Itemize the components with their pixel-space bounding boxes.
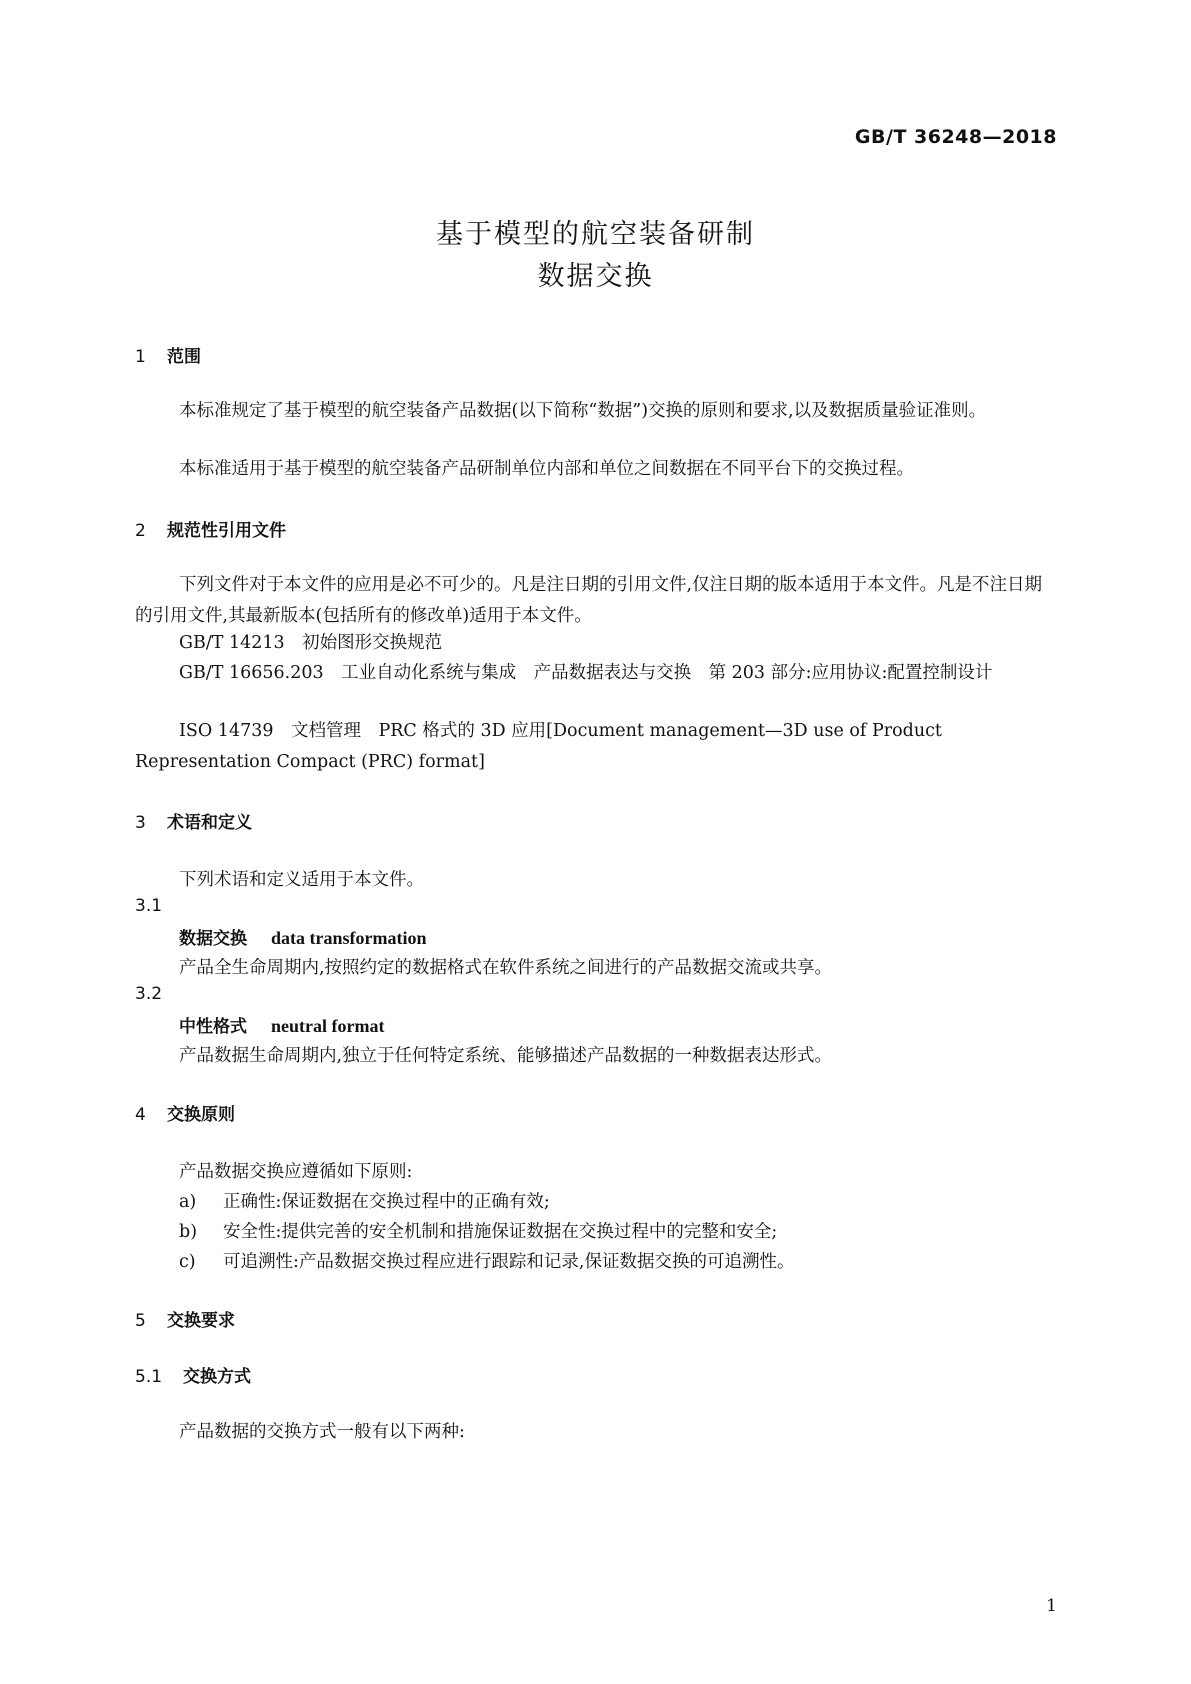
term-heading: [179, 924, 427, 949]
section-number: 1: [135, 347, 146, 367]
section-title: 术语和定义: [167, 813, 252, 833]
paragraph: 下列文件对于本文件的应用是必不可少的。凡是注日期的引用文件,仅注日期的版本适用于本文件。凡是不注日期的引用文件,其最新版本(包括所有的修改单)适用于本文件。: [135, 575, 1043, 626]
subsection-5-1-heading: [135, 1362, 251, 1387]
term-en: neutral format: [271, 1016, 385, 1036]
reference-item: GB/T 16656.203 工业自动化系统与集成 产品数据表达与交换 第 203 部分:应用协议:配置控制设计: [179, 663, 993, 683]
section-number: 4: [135, 1105, 146, 1125]
section-4-heading: [135, 1100, 235, 1125]
term-number: 3.1: [135, 896, 163, 916]
reference-item: GB/T 14213 初始图形交换规范: [179, 633, 443, 653]
paragraph: 产品数据的交换方式一般有以下两种:: [179, 1422, 465, 1442]
section-1-heading: [135, 342, 201, 367]
list-text: 可追溯性:产品数据交换过程应进行跟踪和记录,保证数据交换的可追溯性。: [223, 1252, 795, 1272]
term-zh: 数据交换: [179, 929, 247, 949]
term-number: 3.2: [135, 984, 163, 1004]
section-title: 交换原则: [167, 1105, 235, 1125]
section-title: 范围: [167, 347, 201, 367]
document-title-line2: 数据交换: [537, 261, 654, 292]
paragraph: 下列术语和定义适用于本文件。: [179, 870, 424, 890]
term-definition: 产品数据生命周期内,独立于任何特定系统、能够描述产品数据的一种数据表达形式。: [179, 1046, 833, 1066]
list-item: [179, 1188, 550, 1213]
list-item: [179, 1248, 794, 1273]
reference-item: ISO 14739 文档管理 PRC 格式的 3D 应用[Document management—3D use of Product Representation Compact (PRC) format]: [135, 721, 942, 772]
section-number: 2: [135, 521, 146, 541]
paragraph: 产品数据交换应遵循如下原则:: [179, 1162, 413, 1182]
document-title-line1: 基于模型的航空装备研制: [436, 219, 755, 250]
section-3-heading: [135, 808, 252, 833]
section-2-heading: [135, 516, 286, 541]
paragraph: 本标准适用于基于模型的航空装备产品研制单位内部和单位之间数据在不同平台下的交换过程。: [179, 459, 914, 479]
section-title: 交换要求: [167, 1311, 235, 1331]
list-label: a): [179, 1192, 197, 1212]
standard-number: GB/T 36248—2018: [854, 126, 1057, 148]
section-number: 3: [135, 813, 146, 833]
subsection-number: 5.1: [135, 1367, 163, 1387]
term-en: data transformation: [271, 928, 427, 948]
section-title: 规范性引用文件: [167, 521, 286, 541]
list-item: [179, 1218, 777, 1243]
section-5-heading: [135, 1306, 235, 1331]
list-text: 正确性:保证数据在交换过程中的正确有效;: [223, 1192, 550, 1212]
term-zh: 中性格式: [179, 1017, 247, 1037]
paragraph: 本标准规定了基于模型的航空装备产品数据(以下简称“数据”)交换的原则和要求,以及数据质量验证准则。: [179, 401, 987, 421]
list-label: b): [179, 1222, 198, 1242]
list-label: c): [179, 1252, 196, 1272]
section-number: 5: [135, 1311, 146, 1331]
subsection-title: 交换方式: [183, 1367, 251, 1387]
page-number: 1: [1046, 1596, 1057, 1616]
list-text: 安全性:提供完善的安全机制和措施保证数据在交换过程中的完整和安全;: [223, 1222, 778, 1242]
term-definition: 产品全生命周期内,按照约定的数据格式在软件系统之间进行的产品数据交流或共享。: [179, 958, 833, 978]
term-heading: [179, 1012, 384, 1037]
